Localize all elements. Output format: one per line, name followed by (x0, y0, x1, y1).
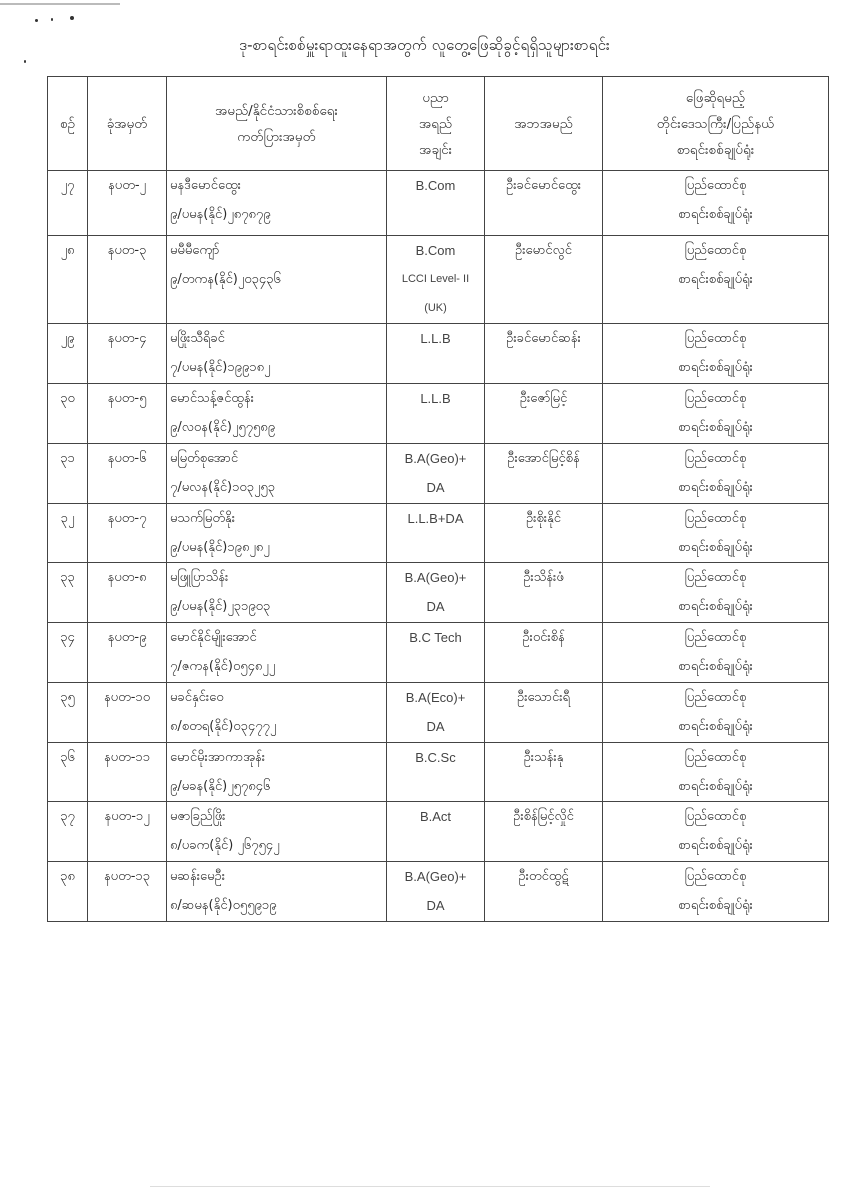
roll-number: နပတ-၃ (88, 236, 167, 324)
office-line-2: စာရင်းစစ်ချုပ်ရုံး (678, 898, 753, 913)
father-name: ဦးခင်မောင်ထွေး (485, 171, 603, 236)
office-line-1: ပြည်ထောင်စု (684, 869, 747, 884)
office-line-1: ပြည်ထောင်စု (684, 570, 747, 585)
candidate-name: မောင်နိုင်မျိုးအောင် (170, 630, 257, 645)
candidate-name: မမီမီကျော် (170, 243, 220, 258)
education-line: B.Com (415, 178, 456, 193)
office-line-1: ပြည်ထောင်စု (684, 630, 747, 645)
education-cell (387, 504, 485, 563)
education-line: DA (426, 719, 445, 734)
father-name: ဦးဇော်မြင့် (485, 384, 603, 444)
candidate-name: မဇာခြည်ဖြိုး (170, 809, 226, 824)
office-line-2: စာရင်းစစ်ချုပ်ရုံး (678, 420, 753, 435)
candidate-name: မသက်မြတ်နိုး (170, 511, 235, 526)
education-line: B.A(Geo)+ (404, 451, 467, 466)
table-header-row (48, 77, 829, 171)
office-line-1: ပြည်ထောင်စု (684, 750, 747, 765)
name-nrc-cell (167, 563, 387, 623)
education-line: B.A(Geo)+ (404, 570, 467, 585)
row-number: ၃၇ (48, 802, 88, 862)
father-name: ဦးသိန်းဖံ (485, 563, 603, 623)
table-row (48, 171, 829, 236)
father-name: ဦးမောင်လွင် (485, 236, 603, 324)
education-line: LCCI Level- II (401, 273, 470, 285)
document-title: ဒု-စာရင်းစစ်မှူးရာထူးနေရာအတွက် လူတွေ့ဖြေဆိုခွင့်ရရှိသူများစာရင်း (239, 36, 610, 54)
exam-office-cell (603, 862, 829, 922)
header-father-name: အဘအမည် (485, 77, 603, 171)
roll-number: နပတ-၇ (88, 504, 167, 563)
exam-office-cell (603, 623, 829, 683)
roll-number: နပတ-၁၃ (88, 862, 167, 922)
candidate-name: မဖြူပြာသိန်း (170, 570, 229, 585)
candidate-name: မနဒီမောင်ထွေး (170, 178, 241, 193)
name-nrc-cell (167, 802, 387, 862)
row-number: ၂၉ (48, 324, 88, 384)
nrc-number: ၈/ပခက(နိုင်) ၂၆၇၅၄၂ (170, 838, 280, 853)
row-number: ၃၂ (48, 504, 88, 563)
table-row (48, 862, 829, 922)
name-nrc-cell (167, 324, 387, 384)
education-line: L.L.B (420, 331, 451, 346)
education-line: B.Com (415, 243, 456, 258)
office-line-2: စာရင်းစစ်ချုပ်ရုံး (678, 480, 753, 495)
nrc-number: ၉/ပမန(နိုင်)၂၈၇၈၇၉ (170, 207, 271, 222)
father-name: ဦးခင်မောင်ဆန်း (485, 324, 603, 384)
office-line-1: ပြည်ထောင်စု (684, 391, 747, 406)
education-cell (387, 563, 485, 623)
education-line: DA (426, 480, 445, 495)
roll-number: နပတ-၅ (88, 384, 167, 444)
office-line-1: ပြည်ထောင်စု (684, 331, 747, 346)
candidate-table (47, 76, 829, 922)
table-row (48, 683, 829, 743)
education-cell (387, 802, 485, 862)
education-cell (387, 683, 485, 743)
scan-speck (51, 18, 53, 21)
scan-footer-line (150, 1186, 710, 1187)
roll-number: နပတ-၄ (88, 324, 167, 384)
table-row (48, 563, 829, 623)
roll-number: နပတ-၁၀ (88, 683, 167, 743)
education-line: (UK) (424, 302, 447, 314)
exam-office-cell (603, 563, 829, 623)
office-line-1: ပြည်ထောင်စု (684, 451, 747, 466)
education-line: B.C Tech (409, 630, 462, 645)
name-nrc-cell (167, 623, 387, 683)
education-cell (387, 384, 485, 444)
header-name-nrc: အမည်/နိုင်ငံသားစိစစ်ရေး ကတ်ပြားအမှတ် (167, 77, 387, 171)
row-number: ၃၀ (48, 384, 88, 444)
education-cell (387, 324, 485, 384)
row-number: ၃၄ (48, 623, 88, 683)
roll-number: နပတ-၈ (88, 563, 167, 623)
office-line-1: ပြည်ထောင်စု (684, 511, 747, 526)
header-no: စဉ် (48, 77, 88, 171)
office-line-2: စာရင်းစစ်ချုပ်ရုံး (678, 719, 753, 734)
nrc-number: ၉/တကန(နိုင်)၂၀၃၄၃၆ (170, 272, 281, 287)
education-line: B.Act (419, 809, 452, 824)
row-number: ၃၈ (48, 862, 88, 922)
candidate-name: မဖြိုးသီရိခင် (170, 331, 225, 346)
nrc-number: ၇/မလန(နိုင်)၁၀၃၂၅၃ (170, 480, 276, 495)
office-line-2: စာရင်းစစ်ချုပ်ရုံး (678, 360, 753, 375)
name-nrc-cell (167, 171, 387, 236)
table-row (48, 504, 829, 563)
office-line-2: စာရင်းစစ်ချုပ်ရုံး (678, 779, 753, 794)
education-line: DA (426, 898, 445, 913)
roll-number: နပတ-၉ (88, 623, 167, 683)
education-cell (387, 743, 485, 802)
office-line-2: စာရင်းစစ်ချုပ်ရုံး (678, 599, 753, 614)
exam-office-cell (603, 504, 829, 563)
father-name: ဦးအောင်မြင့်စိန် (485, 444, 603, 504)
candidate-name: မမြတ်စုအောင် (170, 451, 239, 466)
father-name: ဦးစိုးနိုင် (485, 504, 603, 563)
education-line: DA (426, 599, 445, 614)
row-number: ၃၆ (48, 743, 88, 802)
education-cell (387, 623, 485, 683)
education-cell (387, 444, 485, 504)
exam-office-cell (603, 444, 829, 504)
office-line-2: စာရင်းစစ်ချုပ်ရုံး (678, 838, 753, 853)
row-number: ၃၃ (48, 563, 88, 623)
education-line: L.L.B (420, 391, 451, 406)
education-cell (387, 862, 485, 922)
scan-edge-line (0, 3, 120, 5)
table-row (48, 444, 829, 504)
education-line: B.C.Sc (415, 750, 456, 765)
table-row (48, 802, 829, 862)
exam-office-cell (603, 236, 829, 324)
name-nrc-cell (167, 683, 387, 743)
roll-number: နပတ-၆ (88, 444, 167, 504)
name-nrc-cell (167, 236, 387, 324)
roll-number: နပတ-၂ (88, 171, 167, 236)
office-line-1: ပြည်ထောင်စု (684, 243, 747, 258)
table-row (48, 384, 829, 444)
office-line-2: စာရင်းစစ်ချုပ်ရုံး (678, 272, 753, 287)
father-name: ဦးစိန်မြင့်လှိုင် (485, 802, 603, 862)
table-row (48, 236, 829, 324)
office-line-2: စာရင်းစစ်ချုပ်ရုံး (678, 207, 753, 222)
education-cell (387, 171, 485, 236)
scan-speck (24, 60, 26, 63)
office-line-2: စာရင်းစစ်ချုပ်ရုံး (678, 659, 753, 674)
row-number: ၂၇ (48, 171, 88, 236)
row-number: ၃၁ (48, 444, 88, 504)
name-nrc-cell (167, 504, 387, 563)
nrc-number: ၈/စတရ(နိုင်)၀၃၄၇၇၂ (170, 719, 277, 734)
office-line-1: ပြည်ထောင်စု (684, 178, 747, 193)
education-line: L.L.B+DA (407, 511, 464, 526)
roll-number: နပတ-၁၁ (88, 743, 167, 802)
row-number: ၂၈ (48, 236, 88, 324)
education-line: B.A(Geo)+ (404, 869, 467, 884)
nrc-number: ၉/မခန(နိုင်)၂၅၇၈၄၆ (170, 779, 271, 794)
roll-number: နပတ-၁၂ (88, 802, 167, 862)
exam-office-cell (603, 171, 829, 236)
name-nrc-cell (167, 384, 387, 444)
candidate-name: မောင်မိုးအာကာအုန်း (170, 750, 266, 765)
father-name: ဦးသန်းနု (485, 743, 603, 802)
nrc-number: ၇/ဇကန(နိုင်)၀၅၄၈၂၂ (170, 659, 276, 674)
education-cell (387, 236, 485, 324)
nrc-number: ၈/ဆမန(နိုင်)၀၅၅၉၁၉ (170, 898, 277, 913)
header-education: ပညာ အရည် အချင်း (387, 77, 485, 171)
row-number: ၃၅ (48, 683, 88, 743)
office-line-2: စာရင်းစစ်ချုပ်ရုံး (678, 540, 753, 555)
father-name: ဦးတင်ထွဋ် (485, 862, 603, 922)
exam-office-cell (603, 743, 829, 802)
exam-office-cell (603, 802, 829, 862)
scan-speck (70, 16, 74, 20)
office-line-1: ပြည်ထောင်စု (684, 809, 747, 824)
name-nrc-cell (167, 743, 387, 802)
nrc-number: ၉/ပမန(နိုင်)၂၃၁၉၀၃ (170, 599, 271, 614)
education-line: B.A(Eco)+ (405, 690, 466, 705)
father-name: ဦးသောင်းရီ (485, 683, 603, 743)
scan-speck (35, 19, 38, 22)
header-exam-office: ဖြေဆိုရမည့် တိုင်းဒေသကြီး/ပြည်နယ် စာရင်းစစ်ချုပ်ရုံး (603, 77, 829, 171)
table-row (48, 324, 829, 384)
candidate-name: မခင်နှင်းဝေ (170, 690, 224, 705)
table-row (48, 623, 829, 683)
header-roll-number: ခုံအမှတ် (88, 77, 167, 171)
candidate-name: မဆန်းမေဦး (170, 869, 226, 884)
name-nrc-cell (167, 862, 387, 922)
exam-office-cell (603, 324, 829, 384)
candidate-name: မောင်သန့်ဇင်ထွန်း (170, 391, 254, 406)
nrc-number: ၉/လဝန(နိုင်)၂၅၇၅၈၉ (170, 420, 276, 435)
exam-office-cell (603, 683, 829, 743)
nrc-number: ၉/ပမန(နိုင်)၁၉၈၂၈၂ (170, 540, 270, 555)
office-line-1: ပြည်ထောင်စု (684, 690, 747, 705)
father-name: ဦးဝင်းစိန် (485, 623, 603, 683)
name-nrc-cell (167, 444, 387, 504)
exam-office-cell (603, 384, 829, 444)
table-row (48, 743, 829, 802)
nrc-number: ၇/ပမန(နိုင်)၁၉၉၁၈၂ (170, 360, 271, 375)
